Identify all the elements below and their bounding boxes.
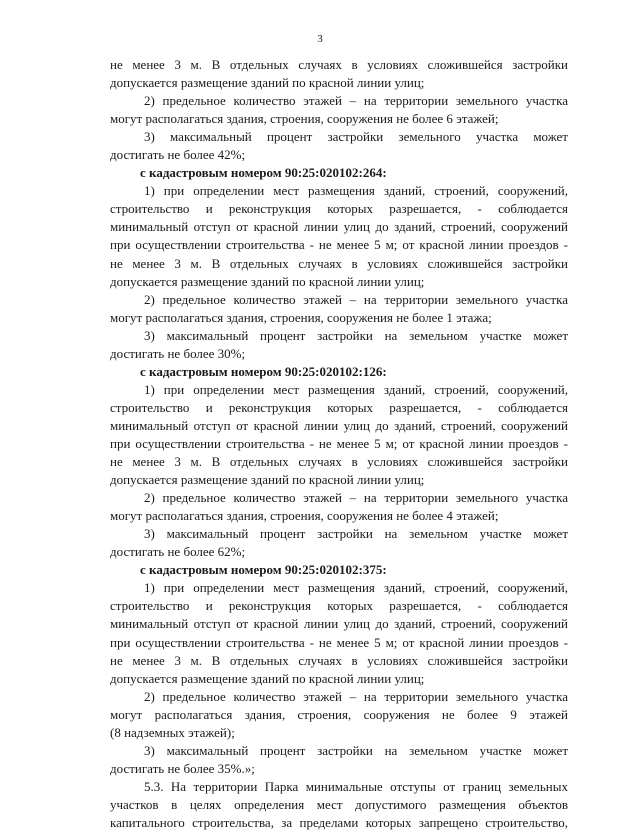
text-line: (8 надземных этажей); (110, 724, 235, 740)
text-line: 1) при определении мест размещения зданий, строений, сооружений, (144, 183, 568, 199)
text-line: участков в целях определения мест допустимого размещения объектов (110, 796, 568, 812)
text-line: достигать не более 30%; (110, 345, 246, 361)
text-line: 1) при определении мест размещения зданий, строений, сооружений, (144, 381, 568, 397)
text-line: 3) максимальный процент застройки на земельном участке может (144, 327, 568, 343)
text-line: 3) максимальный процент застройки на земельном участке может (144, 526, 568, 542)
text-line: могут располагаться здания, строения, сооружения не более 6 этажей; (110, 111, 499, 127)
text-line: минимальный отступ от красной линии улиц до зданий, строений, сооружений (110, 616, 568, 632)
text-line: при осуществлении строительства - не менее 5 м; от красной линии проездов - (110, 237, 568, 253)
text-line: 2) предельное количество этажей – на территории земельного участка (144, 93, 568, 109)
text-line: 2) предельное количество этажей – на территории земельного участка (144, 490, 568, 506)
text-line: при осуществлении строительства - не менее 5 м; от красной линии проездов - (110, 634, 568, 650)
text-line: могут располагаться здания, строения, сооружения не более 1 этажа; (110, 309, 492, 325)
text-line: допускается размещение зданий по красной линии улиц; (110, 273, 425, 289)
page-number: 3 (317, 33, 323, 45)
text-line: не менее 3 м. В отдельных случаях в условиях сложившейся застройки (110, 255, 568, 271)
text-line: допускается размещение зданий по красной линии улиц; (110, 670, 425, 686)
text-line: при осуществлении строительства - не менее 5 м; от красной линии проездов - (110, 435, 568, 451)
text-line: достигать не более 62%; (110, 544, 246, 560)
text-line: могут располагаться здания, строения, сооружения не более 9 этажей (110, 706, 568, 722)
text-line: не менее 3 м. В отдельных случаях в условиях сложившейся застройки (110, 57, 568, 72)
document-body (110, 56, 568, 832)
text-line: 3) максимальный процент застройки земельного участка может (144, 129, 568, 145)
cadastral-number-heading: с кадастровым номером 90:25:020102:375: (140, 562, 387, 578)
text-line: не менее 3 м. В отдельных случаях в условиях сложившейся застройки (110, 454, 568, 470)
text-line: не менее 3 м. В отдельных случаях в условиях сложившейся застройки (110, 652, 568, 668)
text-line: 2) предельное количество этажей – на территории земельного участка (144, 291, 568, 307)
text-line: строительство и реконструкция которых разрешается, - соблюдается (110, 201, 568, 217)
text-line: минимальный отступ от красной линии улиц до зданий, строений, сооружений (110, 219, 568, 235)
text-line: строительство и реконструкция которых разрешается, - соблюдается (110, 598, 568, 614)
text-line: достигать не более 35%.»; (110, 760, 255, 776)
text-line: допускается размещение зданий по красной линии улиц; (110, 75, 425, 91)
text-line: допускается размещение зданий по красной линии улиц; (110, 472, 425, 488)
text-line: 1) при определении мест размещения зданий, строений, сооружений, (144, 580, 568, 596)
text-line: капитального строительства, за пределами которых запрещено строительство, (110, 814, 568, 830)
text-line: минимальный отступ от красной линии улиц до зданий, строений, сооружений (110, 417, 568, 433)
text-line: 2) предельное количество этажей – на территории земельного участка (144, 688, 568, 704)
cadastral-number-heading: с кадастровым номером 90:25:020102:264: (140, 165, 387, 181)
text-line: могут располагаться здания, строения, сооружения не более 4 этажей; (110, 508, 499, 524)
cadastral-number-heading: с кадастровым номером 90:25:020102:126: (140, 363, 387, 379)
text-line: строительство и реконструкция которых разрешается, - соблюдается (110, 399, 568, 415)
text-line: достигать не более 42%; (110, 147, 246, 163)
text-line: 3) максимальный процент застройки на земельном участке может (144, 742, 568, 758)
text-line: 5.3. На территории Парка минимальные отступы от границ земельных (144, 778, 568, 794)
